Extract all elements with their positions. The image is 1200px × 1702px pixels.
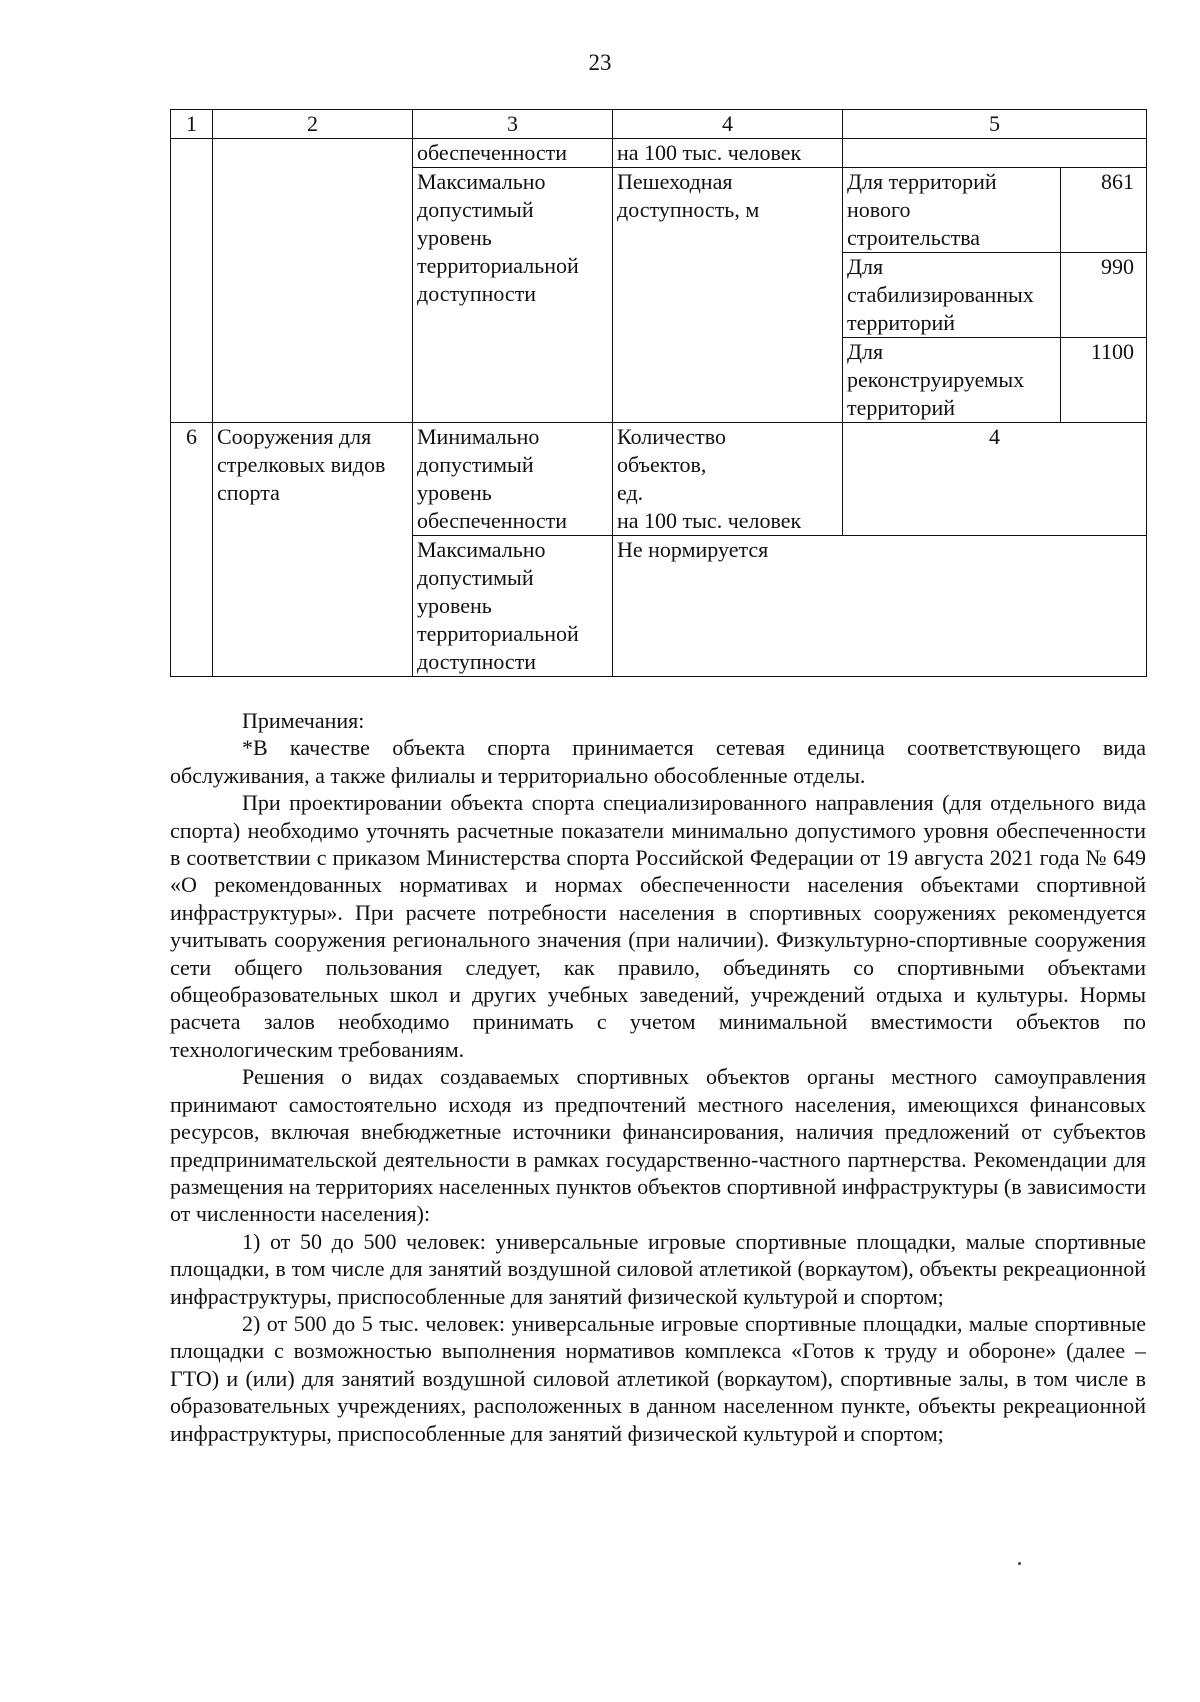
table-cell — [413, 168, 613, 423]
table-cell — [171, 423, 213, 677]
header-cell: 3 — [413, 110, 613, 139]
cell-text: на 100 тыс. человек — [617, 140, 802, 165]
table-cell — [843, 139, 1147, 168]
cell-value: 861 — [1101, 169, 1134, 194]
cell-value: 4 — [989, 424, 1000, 449]
cell-text: Для реконструируемых территорий — [847, 339, 1025, 420]
table-cell — [413, 423, 613, 536]
notes-heading: Примечания: — [242, 708, 365, 733]
cell-text: Для территорий нового строительства — [847, 169, 997, 250]
table-row — [171, 139, 1147, 168]
scan-speck — [1018, 1562, 1021, 1565]
notes-paragraph: *В качестве объекта спорта принимается сетевая единица соответствующего вида обслуживания, а также филиалы и территориально обособленные отделы. — [170, 735, 1146, 788]
page-number: 23 — [588, 50, 612, 75]
header-cell: 1 — [171, 110, 213, 139]
notes-section — [170, 707, 1146, 1447]
header-cell: 4 — [613, 110, 843, 139]
header-cell: 5 — [843, 110, 1147, 139]
header-cell: 2 — [213, 110, 413, 139]
table-cell — [413, 536, 613, 677]
table-cell — [213, 139, 413, 423]
cell-text: Сооружения для стрелковых видов спорта — [217, 424, 386, 505]
notes-paragraph: Решения о видах создаваемых спортивных объектов органы местного самоуправления принимают самостоятельно исходя из предпочтений местного населения, имеющихся финансовых ресурсов, включая внебюджетные источники финансирования, наличия предложений от субъектов предпринимательской деятельности в рамках государственно-частного партнерства. Рекомендации для размещения на территориях населенных пунктов объектов спортивной инфраструктуры (в зависимости от численности населения): — [170, 1064, 1146, 1227]
table-cell — [1061, 338, 1147, 423]
table-cell — [171, 139, 213, 423]
cell-text: Пешеходная доступность, м — [617, 169, 760, 222]
table-cell — [213, 423, 413, 677]
cell-text: Минимально допустимый уровень обеспеченности — [417, 424, 568, 533]
table-row — [171, 423, 1147, 536]
table-header-row — [171, 110, 1147, 139]
table-cell — [843, 423, 1147, 536]
notes-paragraph: 1) от 50 до 500 человек: универсальные игровые спортивные площадки, малые спортивные площадки, в том числе для занятий воздушной силовой атлетикой (воркаутом), объекты рекреационной инфраструктуры, приспособленные для занятий физической культурой и спортом; — [170, 1228, 1146, 1309]
table-cell — [1061, 253, 1147, 338]
table-cell — [613, 139, 843, 168]
cell-text: Не нормируется — [617, 537, 769, 562]
row-number: 6 — [186, 424, 197, 449]
cell-value: 990 — [1101, 254, 1134, 279]
table-cell — [413, 139, 613, 168]
table-cell — [613, 168, 843, 423]
notes-paragraph: При проектировании объекта спорта специализированного направления (для отдельного вида спорта) необходимо уточнять расчетные показатели минимально допустимого уровня обеспеченности в соответствии с приказом Министерства спорта Российской Федерации от 19 августа 2021 года № 649 «О рекомендованных нормативах и нормах обеспеченности населения объектами спортивной инфраструктуры». При расчете потребности населения в спортивных сооружениях рекомендуется учитывать сооружения регионального значения (при наличии). Физкультурно-спортивные сооружения сети общего пользования следует, как правило, объединять со спортивными объектами общеобразовательных школ и других учебных заведений, учреждений отдыха и культуры. Нормы расчета залов необходимо принимать с учетом минимальной вместимости объектов по технологическим требованиям. — [170, 790, 1146, 1062]
table-cell — [613, 536, 1147, 677]
standards-table — [170, 109, 1147, 677]
cell-text: Максимально допустимый уровень территориальной доступности — [417, 169, 579, 306]
table-cell — [843, 338, 1061, 423]
table-cell — [613, 423, 843, 536]
notes-paragraph: 2) от 500 до 5 тыс. человек: универсальные игровые спортивные площадки, малые спортивные площадки с возможностью выполнения нормативов комплекса «Готов к труду и обороне» (далее – ГТО) и (или) для занятий воздушной силовой атлетикой (воркаутом), спортивные залы, в том числе в образовательных учреждениях, расположенных в данном населенном пункте, объекты рекреационной инфраструктуры, приспособленные для занятий физической культурой и спортом; — [170, 1310, 1146, 1446]
cell-value: 1100 — [1090, 339, 1134, 364]
table-cell — [843, 253, 1061, 338]
cell-text: Для стабилизированных территорий — [847, 254, 1034, 335]
table-cell — [843, 168, 1061, 253]
cell-text: обеспеченности — [417, 140, 568, 165]
cell-text: Максимально допустимый уровень территориальной доступности — [417, 537, 579, 674]
cell-text: Количество объектов, ед. на 100 тыс. человек — [617, 424, 802, 533]
table-cell — [1061, 168, 1147, 253]
